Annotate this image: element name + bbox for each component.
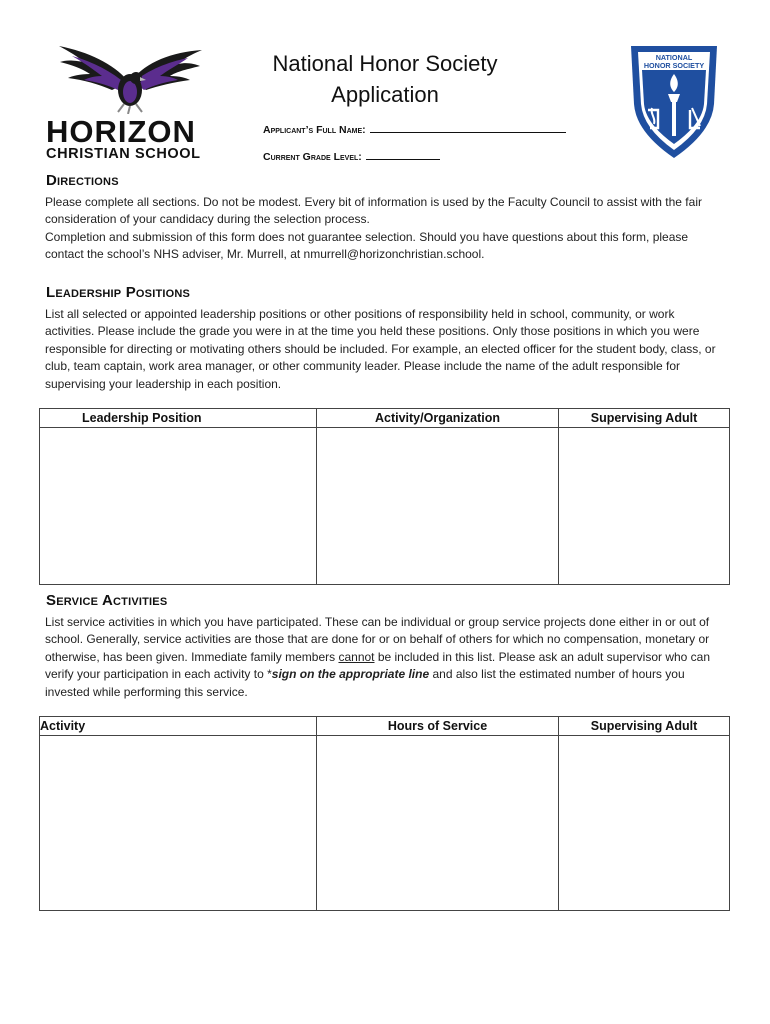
column-header: Activity/Organization — [317, 409, 559, 428]
activity-cell[interactable] — [40, 736, 317, 911]
grade-level-label: Current Grade Level: — [263, 151, 362, 163]
column-header: Supervising Adult — [559, 717, 730, 736]
service-text — [45, 614, 725, 701]
service-table — [39, 716, 730, 911]
service-text-b: be included in this list. Please ask an adult supervisor who can verify your participation in each activity to * — [45, 649, 711, 682]
supervising-adult-cell[interactable] — [559, 428, 730, 585]
column-header: Leadership Position — [40, 409, 317, 428]
service-text-emphasis: sign on the appropriate line — [271, 667, 430, 682]
service-text-underline: cannot — [338, 649, 375, 664]
leadership-table-header — [40, 409, 730, 428]
title-line1: National Honor Society — [272, 51, 498, 76]
leadership-position-cell[interactable] — [40, 428, 317, 585]
nhs-badge-text1: NATIONAL — [655, 53, 693, 62]
grade-level-input[interactable] — [366, 149, 440, 160]
title-line2: Application — [331, 82, 439, 107]
form-title — [230, 48, 540, 110]
applicant-name-field — [263, 122, 566, 136]
service-text-c: and also list the estimated number of hours you invested while performing this service. — [45, 667, 685, 699]
applicant-name-input[interactable] — [370, 122, 566, 133]
leadership-table — [39, 408, 730, 585]
directions-heading: Directions — [46, 172, 119, 189]
table-row — [40, 736, 730, 911]
hawk-icon — [54, 44, 204, 114]
directions-text — [45, 194, 725, 264]
nhs-badge-text2: HONOR SOCIETY — [643, 61, 705, 70]
school-logo — [44, 44, 214, 164]
table-row — [40, 428, 730, 585]
service-heading: Service Activities — [46, 592, 168, 609]
school-name-line2: CHRISTIAN SCHOOL — [46, 146, 201, 162]
service-paragraph — [45, 614, 725, 701]
leadership-paragraph: List all selected or appointed leadership positions or other positions of responsibility held in school, community, or work activities. Please include the grade you were in at the time you held these positions. Only those positions in which you were responsible for directing or motivating others should be included. For example, an elected officer for the student body, class, or club, team captain, work area manager, or other community leader. Please include the name of the adult responsible for supervising your leadership in each position. — [45, 307, 716, 391]
service-text-a: List service activities in which you have participated. These can be individual or group service projects done either in or out of school. Generally, service activities are those that are done for or on behalf of others for which no compensation, monetary or otherwise, has been given. Immediate family members — [45, 615, 710, 664]
leadership-text — [45, 306, 725, 393]
nhs-keystone-icon — [628, 44, 720, 162]
column-header: Activity — [40, 717, 317, 736]
applicant-name-label: Applicant’s Full Name: — [263, 124, 366, 136]
column-header: Hours of Service — [317, 717, 559, 736]
leadership-heading: Leadership Positions — [46, 284, 191, 301]
school-name-line1: HORIZON — [46, 114, 196, 149]
activity-organization-cell[interactable] — [317, 428, 559, 585]
directions-paragraph-1: Please complete all sections. Do not be modest. Every bit of information is used by the Faculty Council to assist with the fair consideration of your candidacy during the selection process. — [45, 195, 702, 227]
nhs-logo — [628, 44, 720, 162]
supervising-adult-cell[interactable] — [559, 736, 730, 911]
column-header: Supervising Adult — [559, 409, 730, 428]
directions-paragraph-2: Completion and submission of this form does not guarantee selection. Should you have questions about this form, please contact the school’s NHS adviser, Mr. Murrell, at nmurrell@horizonchristian.school. — [45, 229, 689, 262]
grade-level-field — [263, 149, 440, 163]
service-table-header — [40, 717, 730, 736]
hours-of-service-cell[interactable] — [317, 736, 559, 911]
